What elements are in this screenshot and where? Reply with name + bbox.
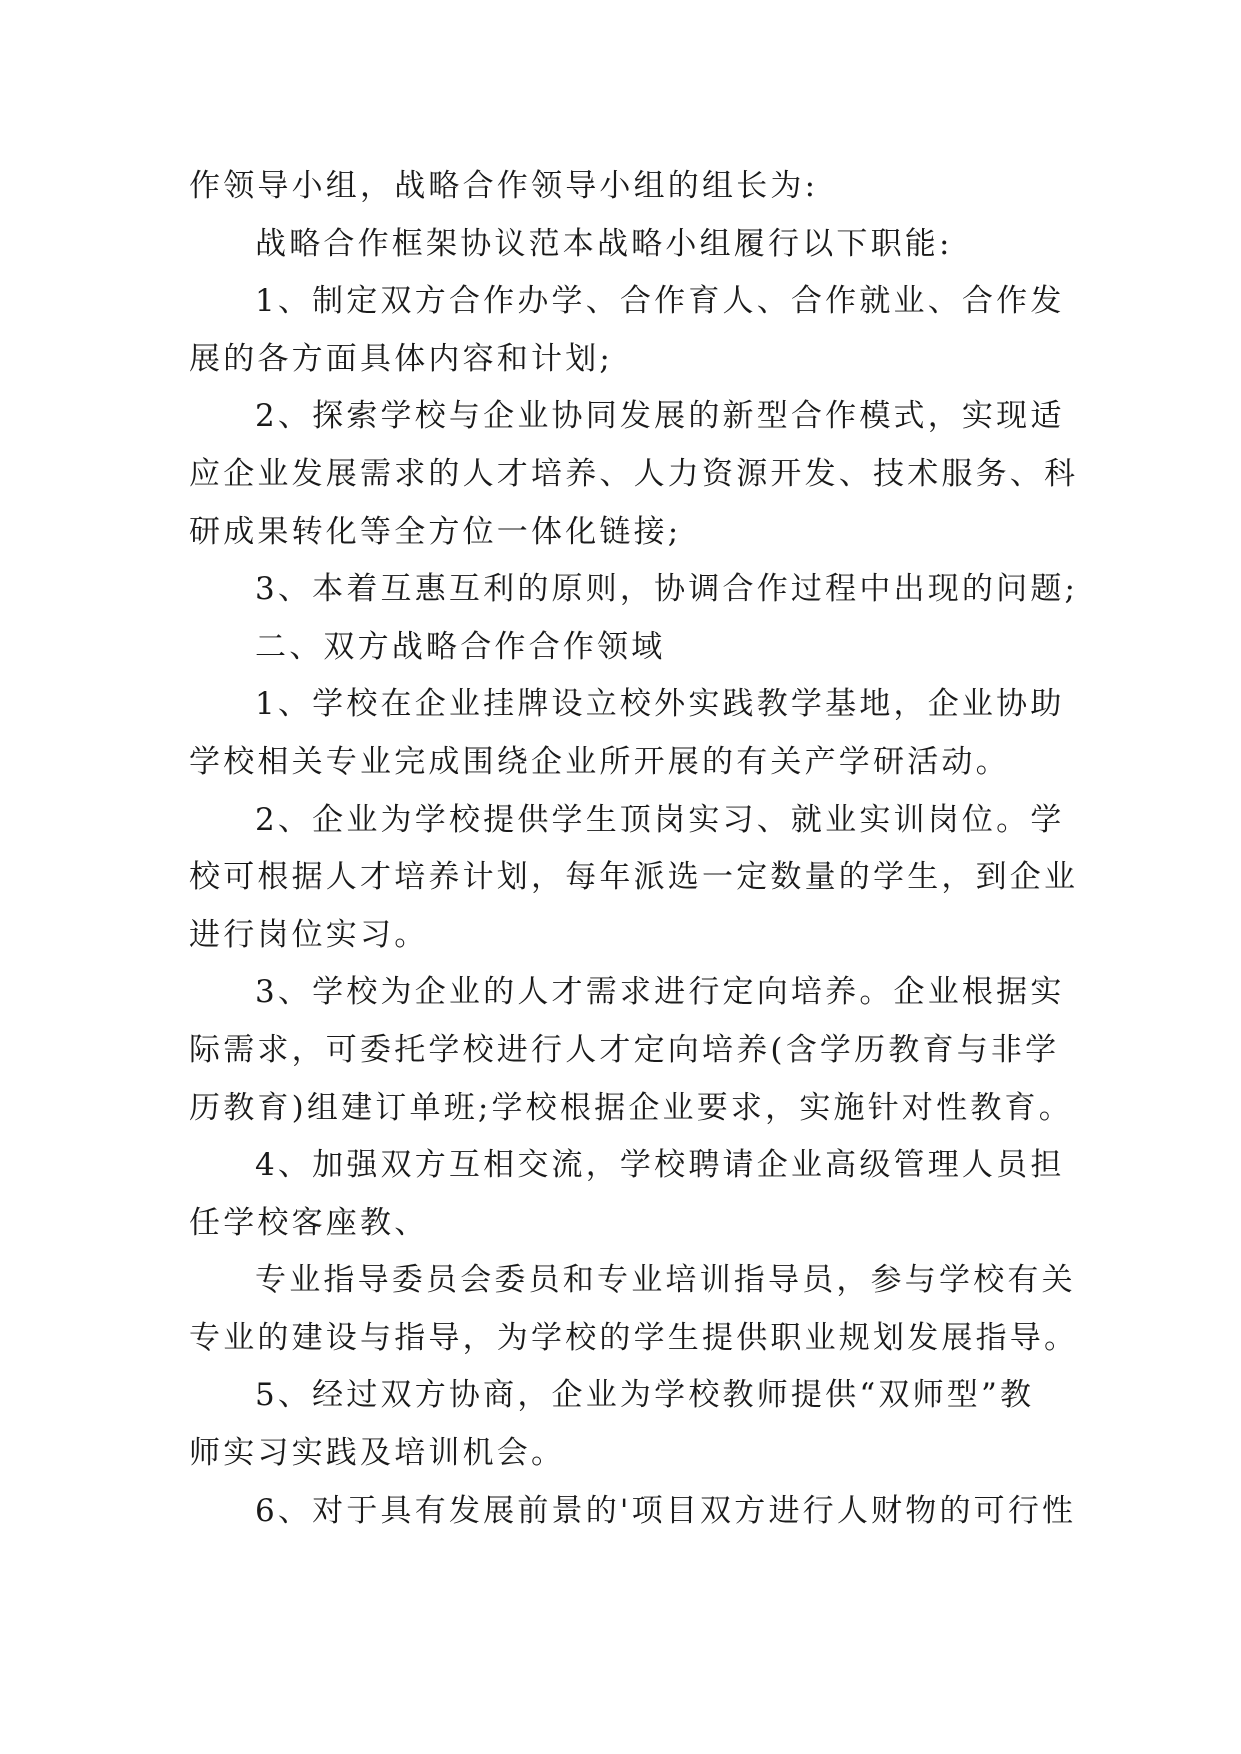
text-line: 际需求，可委托学校进行人才定向培养(含学历教育与非学	[189, 1031, 1060, 1068]
text-line: 3、本着互惠互利的原则，协调合作过程中出现的问题;	[255, 571, 1079, 608]
text-line: 展的各方面具体内容和计划;	[189, 340, 614, 377]
text-line: 二、双方战略合作合作领域	[255, 628, 666, 665]
text-line: 学校相关专业完成围绕企业所开展的有关产学研活动。	[189, 743, 1010, 780]
text-line: 1、学校在企业挂牌设立校外实践教学基地，企业协助	[255, 686, 1065, 723]
text-line: 师实习实践及培训机会。	[189, 1435, 566, 1472]
text-line: 校可根据人才培养计划，每年派选一定数量的学生，到企业	[189, 859, 1079, 896]
document-body	[189, 158, 1079, 1540]
text-line: 专业指导委员会委员和专业培训指导员，参与学校有关	[255, 1262, 1076, 1299]
text-line: 2、企业为学校提供学生顶岗实习、就业实训岗位。学	[255, 801, 1065, 838]
text-line: 作领导小组，战略合作领导小组的组长为:	[189, 168, 819, 204]
text-line: 战略合作框架协议范本战略小组履行以下职能:	[255, 225, 953, 262]
text-line: 进行岗位实习。	[189, 916, 429, 953]
text-line: 任学校客座教、	[189, 1204, 429, 1241]
text-line: 专业的建设与指导，为学校的学生提供职业规划发展指导。	[189, 1319, 1079, 1356]
text-line: 6、对于具有发展前景的'项目双方进行人财物的可行性	[255, 1492, 1077, 1529]
text-line: 历教育)组建订单班;学校根据企业要求，实施针对性教育。	[189, 1089, 1073, 1126]
text-line: 研成果转化等全方位一体化链接;	[189, 513, 682, 550]
text-line: 应企业发展需求的人才培养、人力资源开发、技术服务、科	[189, 455, 1079, 492]
text-line: 1、制定双方合作办学、合作育人、合作就业、合作发	[255, 283, 1065, 320]
text-line: 5、经过双方协商，企业为学校教师提供“双师型”教	[255, 1377, 1035, 1414]
text-line: 4、加强双方互相交流，学校聘请企业高级管理人员担	[255, 1147, 1065, 1184]
text-line: 3、学校为企业的人才需求进行定向培养。企业根据实	[255, 974, 1065, 1011]
text-line: 2、探索学校与企业协同发展的新型合作模式，实现适	[255, 398, 1065, 435]
